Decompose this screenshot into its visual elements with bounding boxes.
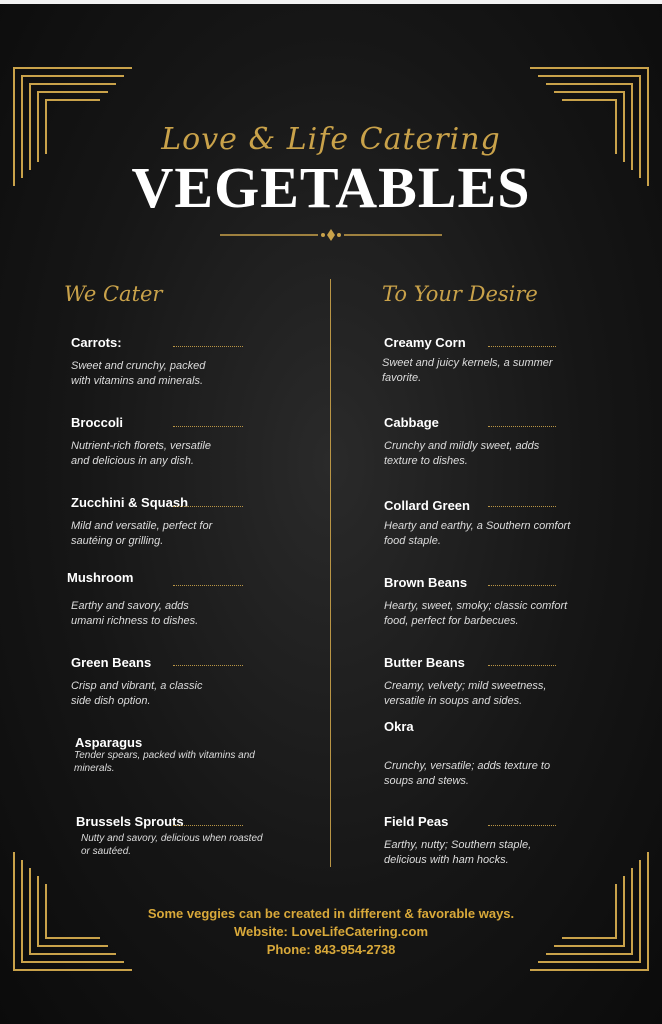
menu-item-description: Crisp and vibrant, a classic side dish option. [71, 680, 203, 707]
menu-item-description: Hearty and earthy, a Southern comfort food staple. [384, 520, 571, 547]
footer-website: Website: LoveLifeCatering.com [233, 924, 429, 939]
dotted-leader [173, 346, 243, 347]
dotted-leader [488, 426, 556, 427]
menu-item-description: Nutty and savory, delicious when roasted or sautéed. [81, 833, 263, 857]
dotted-leader [488, 346, 556, 347]
menu-item-name: Butter Beans [384, 655, 465, 670]
menu-item-description: Crunchy and mildly sweet, adds texture to dishes. [384, 440, 540, 467]
dotted-leader [488, 825, 556, 826]
footer-phone: Phone: 843-954-2738 [266, 942, 396, 957]
menu-item-name: Brown Beans [384, 575, 468, 590]
dotted-leader [173, 585, 243, 586]
menu-item-description: Sweet and juicy kernels, a summer favorite. [382, 357, 553, 384]
menu-item-description: Creamy, velvety; mild sweetness, versatile in soups and sides. [384, 680, 547, 707]
menu-item-description: Nutrient-rich florets, versatile and delicious in any dish. [71, 440, 211, 467]
menu-item-name: Cabbage [384, 415, 439, 430]
page-title: VEGETABLES [131, 155, 531, 220]
dotted-leader [488, 665, 556, 666]
left-column-heading: We Cater [64, 282, 163, 306]
menu-item-name: Field Peas [384, 814, 449, 829]
menu-item-name: Zucchini & Squash [71, 495, 189, 510]
menu-item-description: Earthy, nutty; Southern staple, delicious with ham hocks. [384, 839, 532, 866]
menu-item-description: Mild and versatile, perfect for sautéing or grilling. [71, 520, 213, 547]
dotted-leader [173, 506, 243, 507]
menu-item-name: Okra [384, 719, 414, 734]
menu-item-description: Sweet and crunchy, packed with vitamins and minerals. [71, 360, 206, 387]
menu-item-name: Collard Green [384, 498, 470, 513]
menu-item-description: Earthy and savory, adds umami richness to dishes. [71, 600, 199, 627]
dotted-leader [173, 825, 243, 826]
footer-note: Some veggies can be created in different & favorable ways. [147, 906, 515, 921]
menu-item-name: Carrots: [71, 335, 122, 350]
menu-item-description: Crunchy, versatile; adds texture to soups and stews. [384, 760, 551, 787]
brand-script-title: Love & Life Catering [161, 122, 501, 157]
dotted-leader [173, 426, 243, 427]
menu-item-name: Green Beans [71, 655, 152, 670]
menu-item-name: Asparagus [75, 735, 143, 750]
menu-item-name: Creamy Corn [384, 335, 466, 350]
menu-item-name: Brussels Sprouts [76, 814, 184, 829]
dotted-leader [488, 506, 556, 507]
right-column-heading: To Your Desire [382, 282, 538, 306]
dotted-leader [173, 665, 243, 666]
menu-item-description: Tender spears, packed with vitamins and minerals. [74, 750, 255, 774]
ornamental-divider-icon [220, 228, 442, 242]
column-divider [330, 279, 331, 867]
menu-item-name: Mushroom [67, 570, 134, 585]
menu-item-description: Hearty, sweet, smoky; classic comfort food, perfect for barbecues. [384, 600, 568, 627]
menu-item-name: Broccoli [71, 415, 124, 430]
dotted-leader [488, 585, 556, 586]
